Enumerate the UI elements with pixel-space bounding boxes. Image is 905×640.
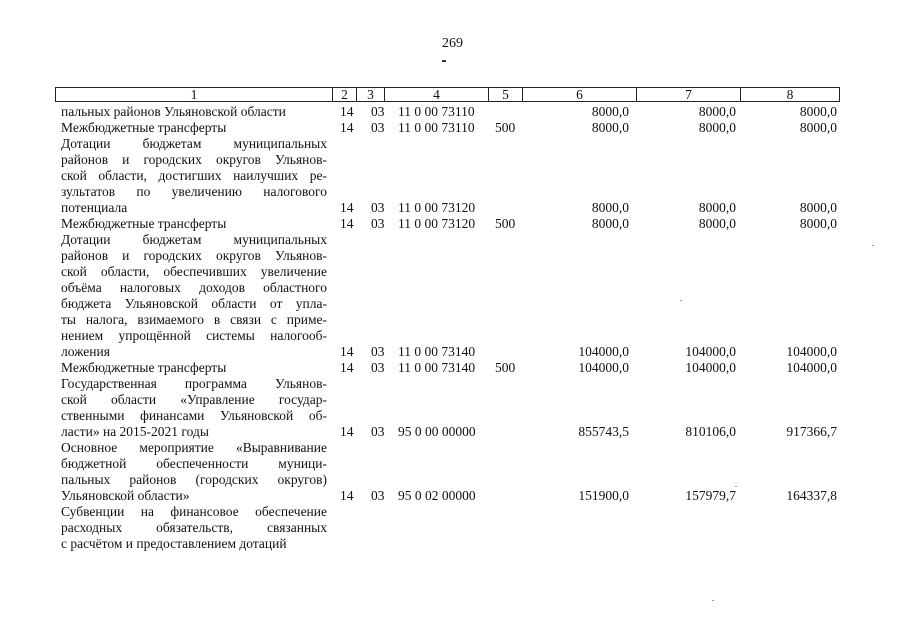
column-header-8: 8 <box>786 87 794 102</box>
description-line: районов и городских округов Ульянов- <box>61 248 327 263</box>
cell-c3: 03 <box>371 120 385 135</box>
table-row <box>0 232 905 360</box>
column-header-4: 4 <box>385 88 489 101</box>
cell-c6: 8000,0 <box>591 104 629 119</box>
cell-c8: 104000,0 <box>786 344 837 359</box>
cell-c6: 104000,0 <box>578 344 629 359</box>
description-line: Межбюджетные трансферты <box>61 360 227 375</box>
description-line: ской области «Управление государ- <box>61 392 327 407</box>
column-header-5: 5 <box>489 88 523 101</box>
cell-c8: 917366,7 <box>786 424 837 439</box>
cell-c5: 500 <box>495 120 516 135</box>
column-header-2: 2 <box>333 88 357 101</box>
row-description <box>61 104 327 120</box>
cell-c8: 8000,0 <box>799 104 837 119</box>
cell-c6: 8000,0 <box>591 216 629 231</box>
description-line: ской области, достигших наилучших ре- <box>61 168 327 183</box>
table-row <box>0 440 905 504</box>
cell-c7: 104000,0 <box>685 344 736 359</box>
table-row <box>0 120 905 136</box>
cell-c6: 855743,5 <box>578 424 629 439</box>
cell-c3: 03 <box>371 360 385 375</box>
table-row <box>0 136 905 216</box>
scan-mark <box>712 600 714 601</box>
table-header <box>55 87 840 102</box>
scan-mark <box>442 60 446 62</box>
cell-c3: 03 <box>371 424 385 439</box>
cell-c3: 03 <box>371 104 385 119</box>
description-line: бюджета Ульяновской области от упла- <box>61 296 327 311</box>
description-line: ложения <box>61 344 110 359</box>
column-header-1: 1 <box>56 88 333 101</box>
description-line: Дотации бюджетам муниципальных <box>61 232 327 247</box>
cell-c5: 500 <box>495 216 516 231</box>
scan-mark <box>680 300 682 301</box>
cell-c2: 14 <box>340 424 354 439</box>
row-description <box>61 376 327 440</box>
description-line: Государственная программа Ульянов- <box>61 376 327 391</box>
description-line: расходных обязательств, связанных <box>61 520 327 535</box>
description-line: Межбюджетные трансферты <box>61 120 227 135</box>
cell-c7: 810106,0 <box>685 424 736 439</box>
cell-c3: 03 <box>371 344 385 359</box>
cell-c7: 8000,0 <box>698 200 736 215</box>
description-line: ты налога, взимаемого в связи с приме- <box>61 312 327 327</box>
cell-c8: 8000,0 <box>799 120 837 135</box>
description-line: пальных районов Ульяновской области <box>61 104 286 119</box>
column-header-6: 6 <box>523 88 637 101</box>
cell-c4: 95 0 02 00000 <box>398 488 476 503</box>
row-description <box>61 120 327 136</box>
column-header-7: 7 <box>637 88 741 101</box>
description-line: Ульяновской области» <box>61 488 190 503</box>
cell-c8: 104000,0 <box>786 360 837 375</box>
cell-c8: 164337,8 <box>786 488 837 503</box>
scan-mark <box>872 245 874 246</box>
cell-c7: 104000,0 <box>685 360 736 375</box>
description-line: Межбюджетные трансферты <box>61 216 227 231</box>
cell-c6: 104000,0 <box>578 360 629 375</box>
cell-c2: 14 <box>340 360 354 375</box>
cell-c2: 14 <box>340 200 354 215</box>
page-number: 269 <box>442 36 463 51</box>
description-line: ской области, обеспечивших увеличение <box>61 264 327 279</box>
description-line: с расчётом и предоставлением дотаций <box>61 536 287 551</box>
cell-c4: 11 0 00 73110 <box>398 104 475 119</box>
scan-mark <box>735 486 737 487</box>
description-line: Дотации бюджетам муниципальных <box>61 136 327 151</box>
description-line: Субвенции на финансовое обеспечение <box>61 504 327 519</box>
description-line: районов и городских округов Ульянов- <box>61 152 327 167</box>
cell-c4: 11 0 00 73140 <box>398 344 476 359</box>
cell-c8: 8000,0 <box>799 200 837 215</box>
table-row <box>0 104 905 120</box>
cell-c4: 95 0 00 00000 <box>398 424 476 439</box>
cell-c7: 157979,7 <box>685 488 736 503</box>
description-line: ственными финансами Ульяновской об- <box>61 408 327 423</box>
cell-c6: 8000,0 <box>591 120 629 135</box>
description-line: объёма налоговых доходов областного <box>61 280 327 295</box>
cell-c7: 8000,0 <box>698 104 736 119</box>
cell-c5: 500 <box>495 360 516 375</box>
row-description <box>61 216 327 232</box>
description-line: зультатов по увеличению налогового <box>61 184 327 199</box>
description-line: ласти» на 2015-2021 годы <box>61 424 209 439</box>
cell-c2: 14 <box>340 104 354 119</box>
cell-c7: 8000,0 <box>698 216 736 231</box>
description-line: бюджетной обеспеченности муници- <box>61 456 327 471</box>
row-description <box>61 504 327 552</box>
cell-c2: 14 <box>340 344 354 359</box>
cell-c3: 03 <box>371 216 385 231</box>
description-line: пальных районов (городских округов) <box>61 472 327 487</box>
table-row <box>0 504 905 552</box>
row-description <box>61 440 327 504</box>
cell-c4: 11 0 00 73140 <box>398 360 476 375</box>
cell-c2: 14 <box>340 216 354 231</box>
cell-c3: 03 <box>371 488 385 503</box>
cell-c7: 8000,0 <box>698 120 736 135</box>
description-line: Основное мероприятие «Выравнивание <box>61 440 327 455</box>
cell-c3: 03 <box>371 200 385 215</box>
table-row <box>0 216 905 232</box>
cell-c2: 14 <box>340 488 354 503</box>
description-line: потенциала <box>61 200 128 215</box>
cell-c4: 11 0 00 73110 <box>398 120 475 135</box>
table-row <box>0 360 905 376</box>
cell-c4: 11 0 00 73120 <box>398 216 476 231</box>
description-line: нением упрощённой системы налогооб- <box>61 328 327 343</box>
cell-c2: 14 <box>340 120 354 135</box>
cell-c8: 8000,0 <box>799 216 837 231</box>
column-header-3: 3 <box>357 88 385 101</box>
row-description <box>61 360 327 376</box>
cell-c6: 8000,0 <box>591 200 629 215</box>
table-row <box>0 376 905 440</box>
row-description <box>61 232 327 360</box>
row-description <box>61 136 327 216</box>
cell-c4: 11 0 00 73120 <box>398 200 476 215</box>
cell-c6: 151900,0 <box>578 488 629 503</box>
